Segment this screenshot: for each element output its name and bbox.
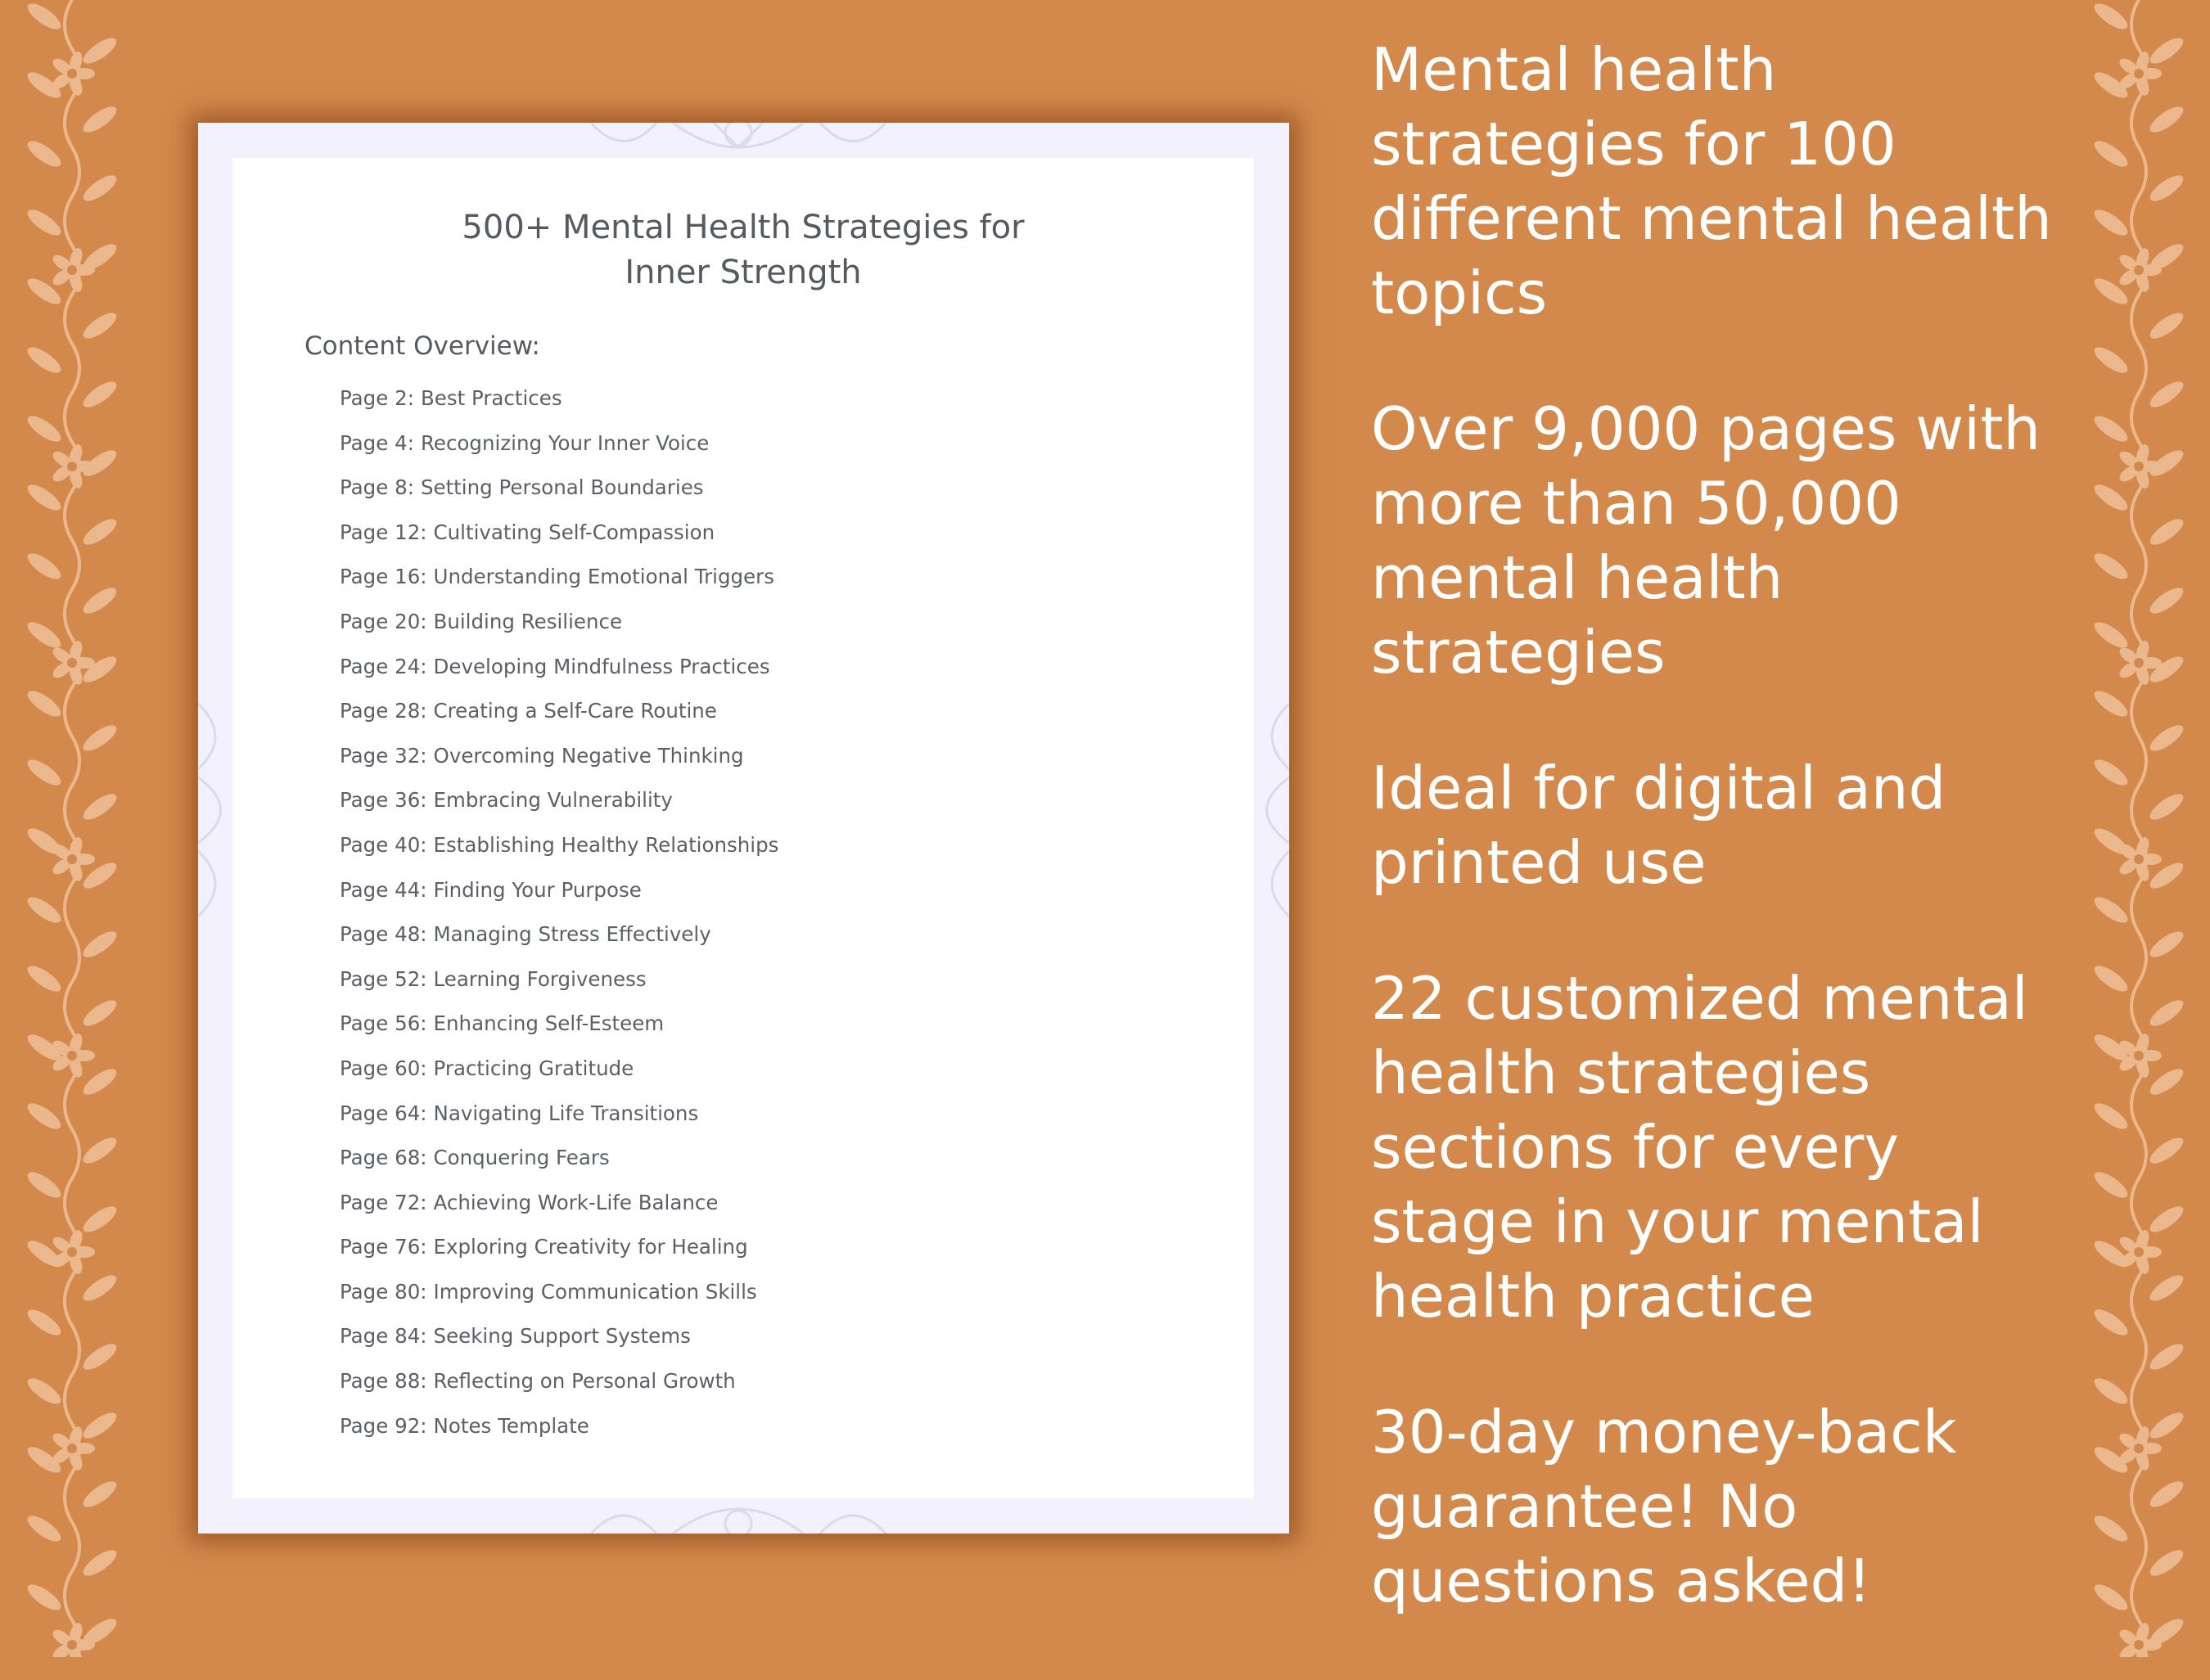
vine-leaf [79,583,120,618]
feature-line: Ideal for digital and [1371,754,1946,822]
vine-leaf [79,996,120,1030]
feature-line: questions asked! [1371,1547,1872,1615]
toc-page: Page 32: [340,743,427,768]
vine-flower-center [67,658,77,668]
toc-title: Overcoming Negative Thinking [433,743,744,768]
toc-title: Seeking Support Systems [433,1324,691,1349]
vine-flower-center [67,265,77,275]
feature-line: 30-day money-back [1371,1398,1957,1466]
toc-item [340,966,778,1015]
vine-leaf [24,687,65,721]
vine-leaf [79,1133,120,1168]
vine-leaf [24,412,65,446]
feature-line: Over 9,000 pages with [1371,394,2041,463]
toc-page: Page 92: [340,1413,427,1438]
toc-page: Page 2: [340,386,414,410]
vine-leaf [24,618,65,652]
feature-sections [1371,962,2190,1334]
feature-line: health practice [1371,1262,1815,1331]
toc-title: Learning Forgiveness [433,966,647,991]
mandala-right-icon [1255,687,1289,933]
vine-leaf [79,171,120,205]
toc-item [340,790,778,835]
toc-page: Page 24: [340,654,427,678]
toc-item [340,475,778,523]
document-title-line2: Inner Strength [625,254,862,291]
feature-line: strategies [1371,618,1666,687]
toc-page: Page 56: [340,1011,427,1036]
toc-item [340,609,778,657]
vine-leaf [79,1408,120,1443]
vine-leaf [24,343,65,377]
table-of-contents [340,386,779,1461]
toc-page: Page 48: [340,922,427,947]
vine-leaf [79,377,120,412]
floral-vine-left-icon [0,0,143,1657]
toc-page: Page 40: [340,832,427,857]
toc-page: Page 44: [340,877,427,902]
feature-line: printed use [1371,828,1707,897]
toc-page: Page 36: [340,788,427,813]
toc-title: Conquering Fears [433,1146,610,1170]
toc-page: Page 8: [340,475,414,500]
vine-leaf [24,1099,65,1133]
feature-guarantee [1371,1395,2190,1619]
toc-item [340,701,778,746]
vine-leaf [24,755,65,790]
toc-page: Page 12: [340,520,427,544]
toc-title: Finding Your Purpose [433,877,642,902]
toc-title: Developing Mindfulness Practices [433,654,770,678]
toc-item [340,743,778,791]
vine-leaf [79,1271,120,1305]
feature-pages [1371,392,2190,690]
vine-leaf [79,1477,120,1511]
toc-item [340,520,778,568]
toc-title: Understanding Emotional Triggers [433,565,774,589]
content-overview-label: Content Overview: [304,331,540,361]
toc-title: Creating a Self-Care Routine [433,699,717,723]
vine-leaf [79,790,120,824]
toc-item [340,1326,778,1371]
toc-item [340,1237,778,1282]
toc-page: Page 68: [340,1146,427,1170]
toc-item [340,1011,778,1059]
vine-leaf [79,1546,120,1580]
vine-leaf [24,1374,65,1408]
toc-title: Setting Personal Boundaries [420,475,704,500]
vine-leaf [79,309,120,343]
toc-title: Cultivating Self-Compassion [433,520,715,544]
vine-leaf [24,549,65,583]
toc-item [340,1148,778,1193]
vine-leaf [79,1065,120,1099]
toc-title: Building Resilience [433,609,623,633]
toc-title: Best Practices [420,386,562,410]
toc-title: Achieving Work-Life Balance [433,1190,719,1214]
toc-page: Page 20: [340,609,427,633]
vine-leaf [79,1340,120,1374]
vine-flower-center [67,1051,77,1061]
vine-leaf [24,893,65,927]
toc-page: Page 80: [340,1279,427,1304]
vine-flower-center [67,69,77,79]
document-page [232,158,1254,1498]
toc-page: Page 88: [340,1369,427,1394]
mandala-bottom-icon [575,1498,902,1534]
toc-title: Notes Template [433,1413,589,1438]
vine-flower-center [67,462,77,471]
toc-page: Page 4: [340,430,414,455]
vine-leaf [24,1168,65,1202]
toc-title: Navigating Life Transitions [433,1101,699,1125]
vine-flower-center [67,1247,77,1257]
feature-line: more than 50,000 [1371,469,1901,538]
toc-item [340,386,778,434]
vine-left-group [24,0,120,1657]
feature-line: 22 customized mental [1371,964,2028,1033]
mandala-left-icon [198,687,232,933]
vine-leaf [24,1580,65,1615]
toc-page: Page 52: [340,966,427,991]
toc-page: Page 72: [340,1190,427,1214]
toc-item [340,922,778,970]
toc-item [340,567,778,612]
toc-item [340,1279,778,1327]
document-title-line1: 500+ Mental Health Strategies for [462,209,1025,246]
vine-leaf [24,1511,65,1546]
feature-line: stage in your mental [1371,1187,1984,1256]
toc-item [340,832,779,881]
toc-page: Page 16: [340,565,427,589]
vine-leaf [24,962,65,996]
feature-topics [1371,33,2190,331]
feature-line: mental health [1371,543,1784,612]
vine-leaf [79,515,120,549]
toc-item [340,430,778,479]
vine-leaf [79,1202,120,1236]
vine-leaf [24,205,65,240]
vine-leaf [24,137,65,171]
vine-leaf [24,0,65,34]
toc-title: Embracing Vulnerability [433,788,673,813]
feature-line: health strategies [1371,1038,1871,1107]
vine-leaf [79,721,120,755]
toc-page: Page 76: [340,1235,427,1259]
feature-line: sections for every [1371,1113,1900,1182]
toc-page: Page 64: [340,1101,427,1125]
document-title [232,205,1254,295]
toc-item [340,1371,778,1417]
toc-title: Practicing Gratitude [433,1056,634,1080]
toc-title: Improving Communication Skills [433,1279,757,1304]
feature-line: different mental health [1371,184,2052,253]
vine-leaf [79,34,120,68]
vine-leaf [24,480,65,515]
mandala-top-icon [575,123,902,160]
vine-leaf [24,1305,65,1340]
toc-item [340,1413,778,1462]
toc-page: Page 60: [340,1056,427,1080]
toc-item [340,1101,778,1149]
vine-flower-center [67,1444,77,1453]
toc-page: Page 28: [340,699,427,723]
vine-leaf [2090,0,2131,34]
toc-item [340,877,778,926]
vine-leaf [79,102,120,137]
toc-item [340,654,778,702]
toc-item [340,1190,778,1238]
vine-leaf [79,927,120,962]
toc-page: Page 84: [340,1324,427,1349]
toc-title: Enhancing Self-Esteem [433,1011,665,1036]
feature-line: topics [1371,259,1548,327]
toc-title: Recognizing Your Inner Voice [420,430,710,455]
toc-title: Exploring Creativity for Healing [433,1235,748,1259]
vine-flower-center [67,854,77,864]
toc-title: Reflecting on Personal Growth [433,1369,736,1394]
feature-line: guarantee! No [1371,1472,1798,1541]
toc-item [340,1056,778,1104]
vine-flower-center [67,1640,77,1650]
feature-use [1371,751,2190,900]
toc-title: Establishing Healthy Relationships [433,832,779,857]
toc-title: Managing Stress Effectively [433,922,711,947]
feature-list [1371,33,2190,1680]
feature-line: strategies for 100 [1371,110,1897,178]
feature-line: Mental health [1371,35,1777,104]
